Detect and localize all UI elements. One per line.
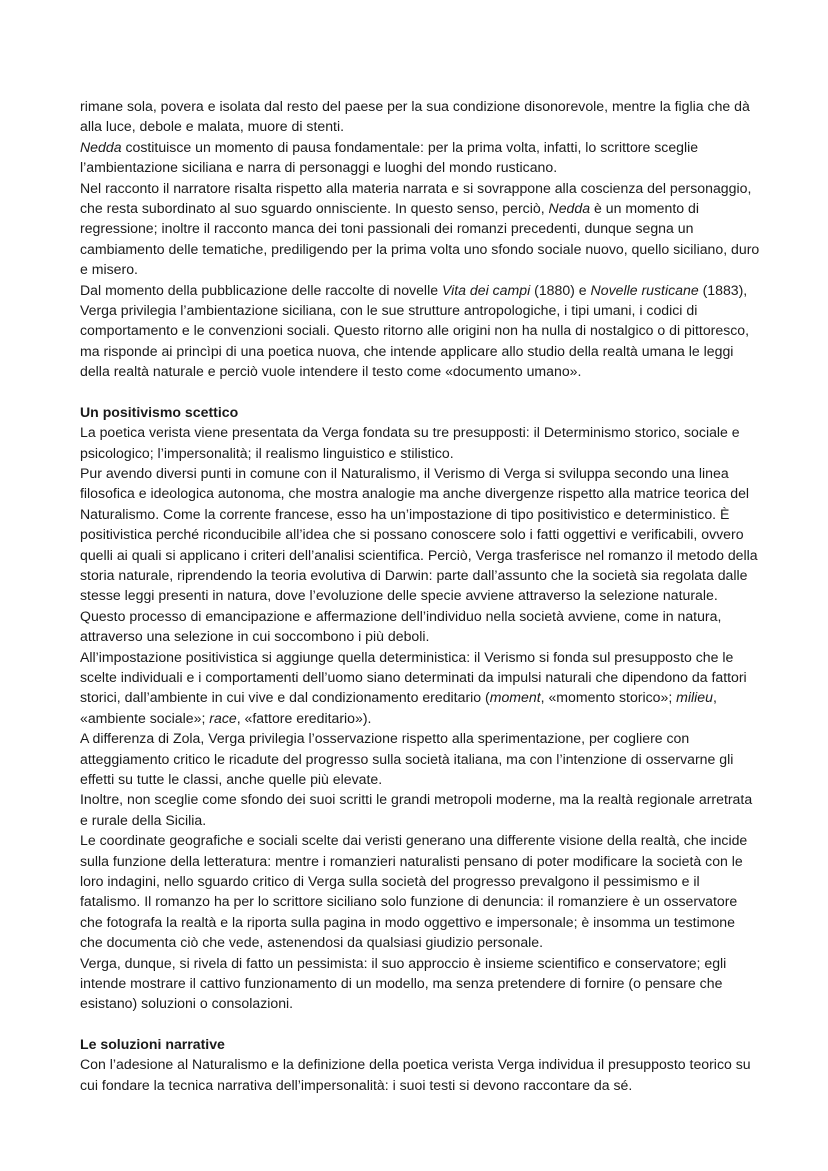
paragraph (80, 830, 760, 952)
italic-text: milieu (676, 689, 713, 706)
section-heading (80, 402, 760, 422)
paragraph (80, 1054, 760, 1095)
text-run: La poetica verista viene presentata da Verga fondata su tre presupposti: il Determinismo storico, sociale e psicologico; l’impersonalità; il realismo linguistico e stilistico. (80, 424, 740, 461)
text-run: All’impostazione positivistica si aggiunge quella deterministica: il Verismo si fonda sul presupposto che le scelte individuali e i comportamenti dell’uomo siano determinati da impulsi naturali che dipendono da fattori storici, dall’ambiente in cui vive e dal condizionamento ereditario ( (80, 648, 747, 706)
paragraph (80, 463, 760, 647)
paragraph (80, 647, 760, 729)
text-run: Pur avendo diversi punti in comune con il Naturalismo, il Verismo di Verga si sviluppa secondo una linea filosofica e ideologica autonoma, che mostra analogie ma anche divergenze rispetto alla matrice teorica del Naturalismo. Come la corrente francese, esso ha un’impostazione di tipo positivistico e deterministico. È positivistica perché riconducibile all’idea che si possano conoscere solo i fatti oggettivi e verificabili, ovvero quelli ai quali si applicano i criteri dell’analisi scientifica. Perciò, Verga trasferisce nel romanzo il metodo della storia naturale, riprendendo la teoria evolutiva di Darwin: parte dall’assunto che la società sia regolata dalle stesse leggi presenti in natura, dove l’evoluzione delle specie avviene attraverso la selezione naturale. Questo processo di emancipazione e affermazione dell’individuo nella società avviene, come in natura, attraverso una selezione in cui soccombono i più deboli. (80, 464, 758, 645)
text-run: costituisce un momento di pausa fondamentale: per la prima volta, infatti, lo scrittore sceglie l’ambientazione siciliana e narra di personaggi e luoghi del mondo rusticano. (80, 138, 699, 176)
italic-text: Vita dei campi (441, 281, 531, 298)
section-spacer (80, 382, 760, 402)
text-run: Con l’adesione al Naturalismo e la definizione della poetica verista Verga individua il presupposto teorico su cui fondare la tecnica narrativa dell’impersonalità: i suoi testi si devono raccontare da sé. (80, 1056, 751, 1093)
text-run: Le coordinate geografiche e sociali scelte dai veristi generano una differente visione della realtà, che incide sulla funzione della letteratura: mentre i romanzieri naturalisti pensano di poter modificare la società con le loro indagini, nello sguardo critico di Verga sulla società del progresso prevalgono il pessimismo e il fatalismo. Il romanzo ha per lo scrittore siciliano solo funzione di denuncia: il romanziere è un osservatore che fotografa la realtà e la riporta sulla pagina in modo oggettivo e impersonale; è insomma un testimone che documenta ciò che vede, astenendosi da qualsiasi giudizio personale. (80, 832, 748, 951)
text-run: (1883), Verga privilegia l’ambientazione siciliana, con le sue strutture antropologiche, i tipi umani, i codici di comportamento e le convenzioni sociali. Questo ritorno alle origini non ha nulla di nostalgico o di pittoresco, ma risponde ai princìpi di una poetica nuova, che intende applicare allo studio della realtà umana le leggi della realtà naturale e perciò vuole intendere il testo come «documento umano». (80, 281, 750, 380)
text-run: A differenza di Zola, Verga privilegia l’osservazione rispetto alla sperimentazione, per cogliere con atteggiamento critico le ricadute del progresso sulla società italiana, ma con l’intenzione di osservarne gli effetti su tutte le classi, anche quelle più elevate. (80, 730, 734, 787)
paragraph (80, 728, 760, 789)
paragraph (80, 178, 760, 280)
paragraph (80, 280, 760, 382)
italic-text: race (209, 709, 237, 726)
italic-text: moment (489, 689, 541, 706)
text-run: , «momento storico»; (540, 689, 677, 706)
section-spacer (80, 1014, 760, 1034)
italic-text: Novelle rusticane (590, 281, 699, 298)
text-run: Nel racconto il narratore risalta rispetto alla materia narrata e si sovrappone alla coscienza del personaggio, che resta subordinato al suo sguardo onnisciente. In questo senso, perciò, (80, 179, 752, 217)
paragraph (80, 137, 760, 178)
document-page (80, 96, 760, 1095)
paragraph (80, 953, 760, 1014)
text-run: , «fattore ereditario»). (236, 709, 372, 726)
paragraph (80, 789, 760, 830)
text-run: rimane sola, povera e isolata dal resto del paese per la sua condizione disonorevole, mentre la figlia che dà alla luce, debole e malata, muore di stenti. (80, 98, 750, 135)
text-run: Un positivismo scettico (80, 403, 239, 420)
italic-text: Nedda (80, 138, 122, 155)
text-run: Le soluzioni narrative (80, 1035, 225, 1052)
section-heading (80, 1034, 760, 1054)
text-run: è un momento di regressione; inoltre il racconto manca dei toni passionali dei romanzi precedenti, dunque segna un cambiamento delle tematiche, prediligendo per la prima volta uno sfondo sociale nuovo, quello siciliano, duro e misero. (80, 200, 760, 278)
text-run: Dal momento della pubblicazione delle raccolte di novelle (80, 281, 442, 298)
text-run: Verga, dunque, si rivela di fatto un pessimista: il suo approccio è insieme scientifico e conservatore; egli intende mostrare il cattivo funzionamento di un modello, ma senza pretendere di fornire (o pensare che esistano) soluzioni o consolazioni. (80, 954, 727, 1012)
italic-text: Nedda (548, 200, 591, 217)
text-run: Inoltre, non sceglie come sfondo dei suoi scritti le grandi metropoli moderne, ma la realtà regionale arretrata e rurale della Sicilia. (80, 791, 753, 828)
text-run: , «ambiente sociale»; (80, 689, 717, 726)
paragraph (80, 422, 760, 463)
text-run: (1880) e (530, 281, 591, 298)
paragraph (80, 96, 760, 137)
